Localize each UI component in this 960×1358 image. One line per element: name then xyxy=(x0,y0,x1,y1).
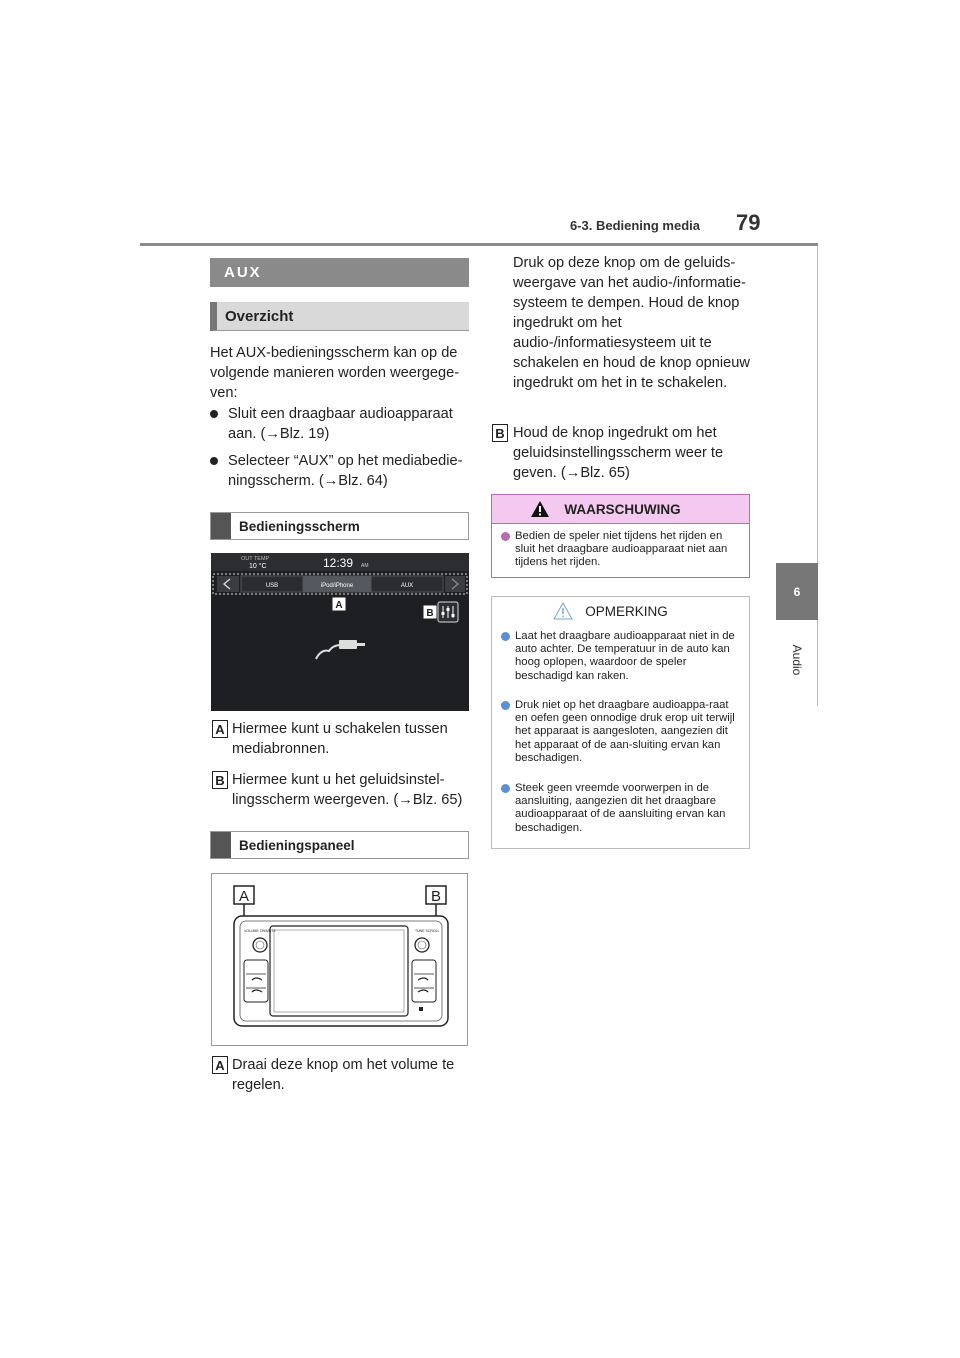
screen-section-title: Bedieningsscherm xyxy=(239,518,360,534)
panel-section-title: Bedieningspaneel xyxy=(239,837,355,853)
note-bullet xyxy=(501,784,510,793)
warning-box xyxy=(491,494,750,578)
panel-item-text-a: Draai deze knop om het volume te regelen. xyxy=(232,1057,455,1093)
heading-marker xyxy=(211,513,231,539)
clock: 12:39 xyxy=(323,556,354,570)
panel-section-heading xyxy=(210,831,469,859)
note-text: Laat het draagbare audioapparaat niet in de auto achter. De temperatuur in de auto kan hoog oplopen, waardoor de speler beschadigd kan raken. xyxy=(515,630,735,682)
warning-triangle-icon xyxy=(530,500,550,518)
right-button-group[interactable] xyxy=(412,960,436,1002)
note-box xyxy=(491,596,750,849)
chapter-label-text: Audio xyxy=(790,644,804,676)
screen-section-heading xyxy=(210,512,469,540)
left-button-group[interactable] xyxy=(244,960,268,1002)
tab-aux[interactable]: AUX xyxy=(400,583,414,589)
intro-paragraph: Het AUX-bedieningsscherm kan op de volgende manieren worden weergege-ven: xyxy=(210,345,460,401)
warning-bullet xyxy=(501,532,510,541)
volume-knob-label: VOLUME ON/MUTE xyxy=(244,929,276,933)
out-temp-value: 10 °C xyxy=(249,563,267,570)
tune-knob[interactable] xyxy=(415,938,429,952)
panel-svg xyxy=(212,874,469,1047)
sub-heading: Overzicht xyxy=(210,302,469,331)
note-text: Steek geen vreemde voorwerpen in de aansluiting, aangezien dit het draagbare audioapparaat of de aansluiting ervan kan beschadigen. xyxy=(515,782,726,834)
warning-title: WAARSCHUWING xyxy=(564,501,681,517)
screen-svg xyxy=(211,553,469,711)
tab-usb[interactable]: USB xyxy=(265,583,279,589)
media-screen-illustration xyxy=(211,553,469,711)
screen-callout-a: A xyxy=(335,600,343,611)
right-item-label-b: B xyxy=(492,424,508,442)
panel-callout-a: A xyxy=(238,888,250,905)
warning-text: Bedien de speler niet tijdens het rijden en sluit het draagbare audioapparaat niet aan tijdens het rijden. xyxy=(515,530,728,569)
clock-suffix: AM xyxy=(361,563,369,569)
right-item-text-b: Houd de knop ingedrukt om het geluidsinstellingsscherm weer te geven. (→Blz. 65) xyxy=(513,425,724,481)
bullet-dot xyxy=(210,410,218,418)
chapter-label xyxy=(775,630,819,690)
bullet-text: Selecteer “AUX” op het mediabedie-ningsscherm. (→Blz. 64) xyxy=(228,453,463,489)
note-bullet xyxy=(501,701,510,710)
main-heading: AUX xyxy=(210,258,469,287)
volume-knob[interactable] xyxy=(253,938,267,952)
section-title: 6-3. Bediening media xyxy=(569,218,700,233)
panel-callout-b: B xyxy=(430,888,442,905)
note-triangle-icon xyxy=(553,602,573,620)
note-bullet xyxy=(501,632,510,641)
note-text: Druk niet op het draagbare audioappa-raat en oefen geen onnodige druk erop uit terwijl het apparaat is aangesloten, aangezien dit het apparaat of de aan-sluiting ervan kan beschadigen. xyxy=(515,699,735,764)
item-text-b: Hiermee kunt u het geluidsinstel-lingsscherm weergeven. (→Blz. 65) xyxy=(232,772,463,808)
item-text-a: Hiermee kunt u schakelen tussen mediabronnen. xyxy=(232,721,448,757)
screen-callout-b: B xyxy=(426,608,434,619)
note-header xyxy=(492,597,749,625)
out-temp-label: OUT TEMP xyxy=(241,556,270,562)
bullet-item xyxy=(210,451,475,491)
bullet-item xyxy=(210,404,475,444)
continued-paragraph: Druk op deze knop om de geluids-weergave van het audio-/informatie-systeem te dempen. Houd de knop ingedrukt om het audio-/informatiesysteem uit te schakelen en houd de knop opnieuw ingedrukt om het in te schakelen. xyxy=(513,255,750,391)
panel-item-label-a: A xyxy=(212,1056,228,1074)
heading-marker xyxy=(211,832,231,858)
bullet-dot xyxy=(210,457,218,465)
bullet-text: Sluit een draagbaar audioapparaat aan. (→Blz. 19) xyxy=(228,406,453,442)
warning-header xyxy=(492,495,749,524)
note-title: OPMERKING xyxy=(585,603,668,619)
tab-ipod[interactable]: iPod/iPhone xyxy=(320,583,354,589)
tune-knob-label: TUNE SCROLL xyxy=(415,929,440,933)
item-label-b: B xyxy=(212,771,228,789)
chapter-tab[interactable]: 6 xyxy=(776,563,818,620)
page-number: 79 xyxy=(736,210,761,235)
header-rule xyxy=(140,243,818,246)
control-panel-illustration xyxy=(211,873,468,1046)
item-label-a: A xyxy=(212,720,228,738)
